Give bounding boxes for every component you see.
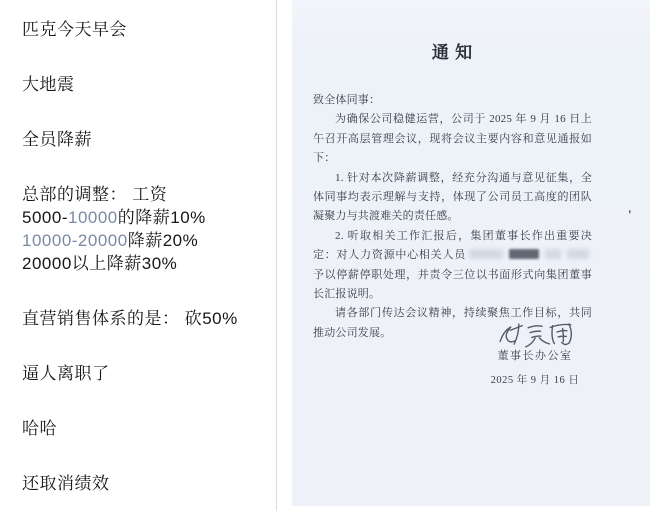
bubble-tail-icon <box>6 421 19 434</box>
bubble-tail-icon <box>6 476 19 489</box>
signature-handwriting <box>493 316 577 352</box>
bubble-tail-icon <box>6 366 19 379</box>
bubble-tail-icon <box>6 77 19 90</box>
bubble-text: 直营销售体系的是： 砍50% <box>22 309 238 328</box>
chat-bubble[interactable] <box>12 354 120 393</box>
notice-title: 通 知 <box>431 43 474 62</box>
number-link[interactable]: 10000-20000 <box>22 231 128 250</box>
paragraph-text: 予以停薪停职处理，并责令三位以书面形式向集团董事长汇报说明。 <box>313 268 592 301</box>
bubble-line <box>22 183 206 206</box>
notice-paragraph <box>313 227 592 305</box>
bubble-text: 哈哈 <box>22 419 57 438</box>
notice-salutation: 致全体同事： <box>313 94 381 106</box>
paragraph-text: 为确保公司稳健运营，公司于 2025 年 9 月 16 日上午召开高层管理会议，现将会议主要内容和意见通报如下： <box>313 113 592 165</box>
bubble-text: 匹克今天早会 <box>22 20 127 39</box>
paragraph-text: 请各部门传达会议精神，持续聚焦工作目标，共同推动公司发展。 <box>313 307 592 339</box>
bubble-text: 5000- <box>22 208 68 227</box>
bubble-text: 逼人离职了 <box>22 364 110 383</box>
bubble-line <box>22 206 206 229</box>
redaction-blur <box>545 249 561 259</box>
notice-paragraph <box>313 110 592 168</box>
stray-ink-mark: ' <box>628 207 632 222</box>
chat-message-list <box>0 0 277 511</box>
notice-paragraphs <box>313 110 592 343</box>
redaction-blur <box>509 249 539 259</box>
bubble-line <box>22 73 75 96</box>
signature-office: 董事长办公室 <box>497 350 573 362</box>
paragraph-text: 2. 听取相关工作汇报后，集团董事长作出重要决定：对人力资源中心相关人员 <box>313 229 592 262</box>
bubble-tail-icon <box>6 132 19 145</box>
bubble-line <box>22 252 206 275</box>
chat-bubble[interactable] <box>12 464 120 503</box>
notice-body <box>292 0 650 343</box>
bubble-line <box>22 128 92 151</box>
redaction-blur <box>469 249 503 259</box>
notice-paper <box>292 0 650 506</box>
bubble-text: 降薪20% <box>127 231 199 250</box>
bubble-text: 大地震 <box>22 75 75 94</box>
chat-bubble[interactable] <box>12 409 67 448</box>
signature-block <box>470 318 600 387</box>
redaction-blur <box>567 249 589 259</box>
bubble-line <box>22 229 206 252</box>
notice-paragraph <box>313 169 592 227</box>
bubble-tail-icon <box>6 22 19 35</box>
number-link[interactable]: 10000 <box>67 208 118 227</box>
chat-bubble[interactable] <box>12 65 85 104</box>
chat-bubble[interactable] <box>12 175 216 283</box>
chat-bubble[interactable] <box>12 10 137 49</box>
chat-bubble[interactable] <box>12 120 102 159</box>
bubble-text: 还取消绩效 <box>22 474 110 493</box>
signature-date: 2025 年 9 月 16 日 <box>490 375 580 386</box>
bubble-line <box>22 307 238 330</box>
bubble-line <box>22 417 57 440</box>
bubble-text: 全员降薪 <box>22 130 92 149</box>
paragraph-text: 1. 针对本次降薪调整，经充分沟通与意见征集，全体同事均表示理解与支持，体现了公司员工高度的团队凝聚力与共渡难关的责任感。 <box>313 171 592 223</box>
bubble-text: 的降薪10% <box>117 208 206 227</box>
bubble-line <box>22 18 127 41</box>
bubble-text: 20000以上降薪30% <box>22 254 178 273</box>
bubble-tail-icon <box>6 311 19 324</box>
bubble-tail-icon <box>6 187 19 200</box>
bubble-line <box>22 472 110 495</box>
document-panel <box>278 0 650 511</box>
bubble-text: 总部的调整： 工资 <box>22 185 168 204</box>
chat-bubble[interactable] <box>12 299 248 338</box>
bubble-line <box>22 362 110 385</box>
